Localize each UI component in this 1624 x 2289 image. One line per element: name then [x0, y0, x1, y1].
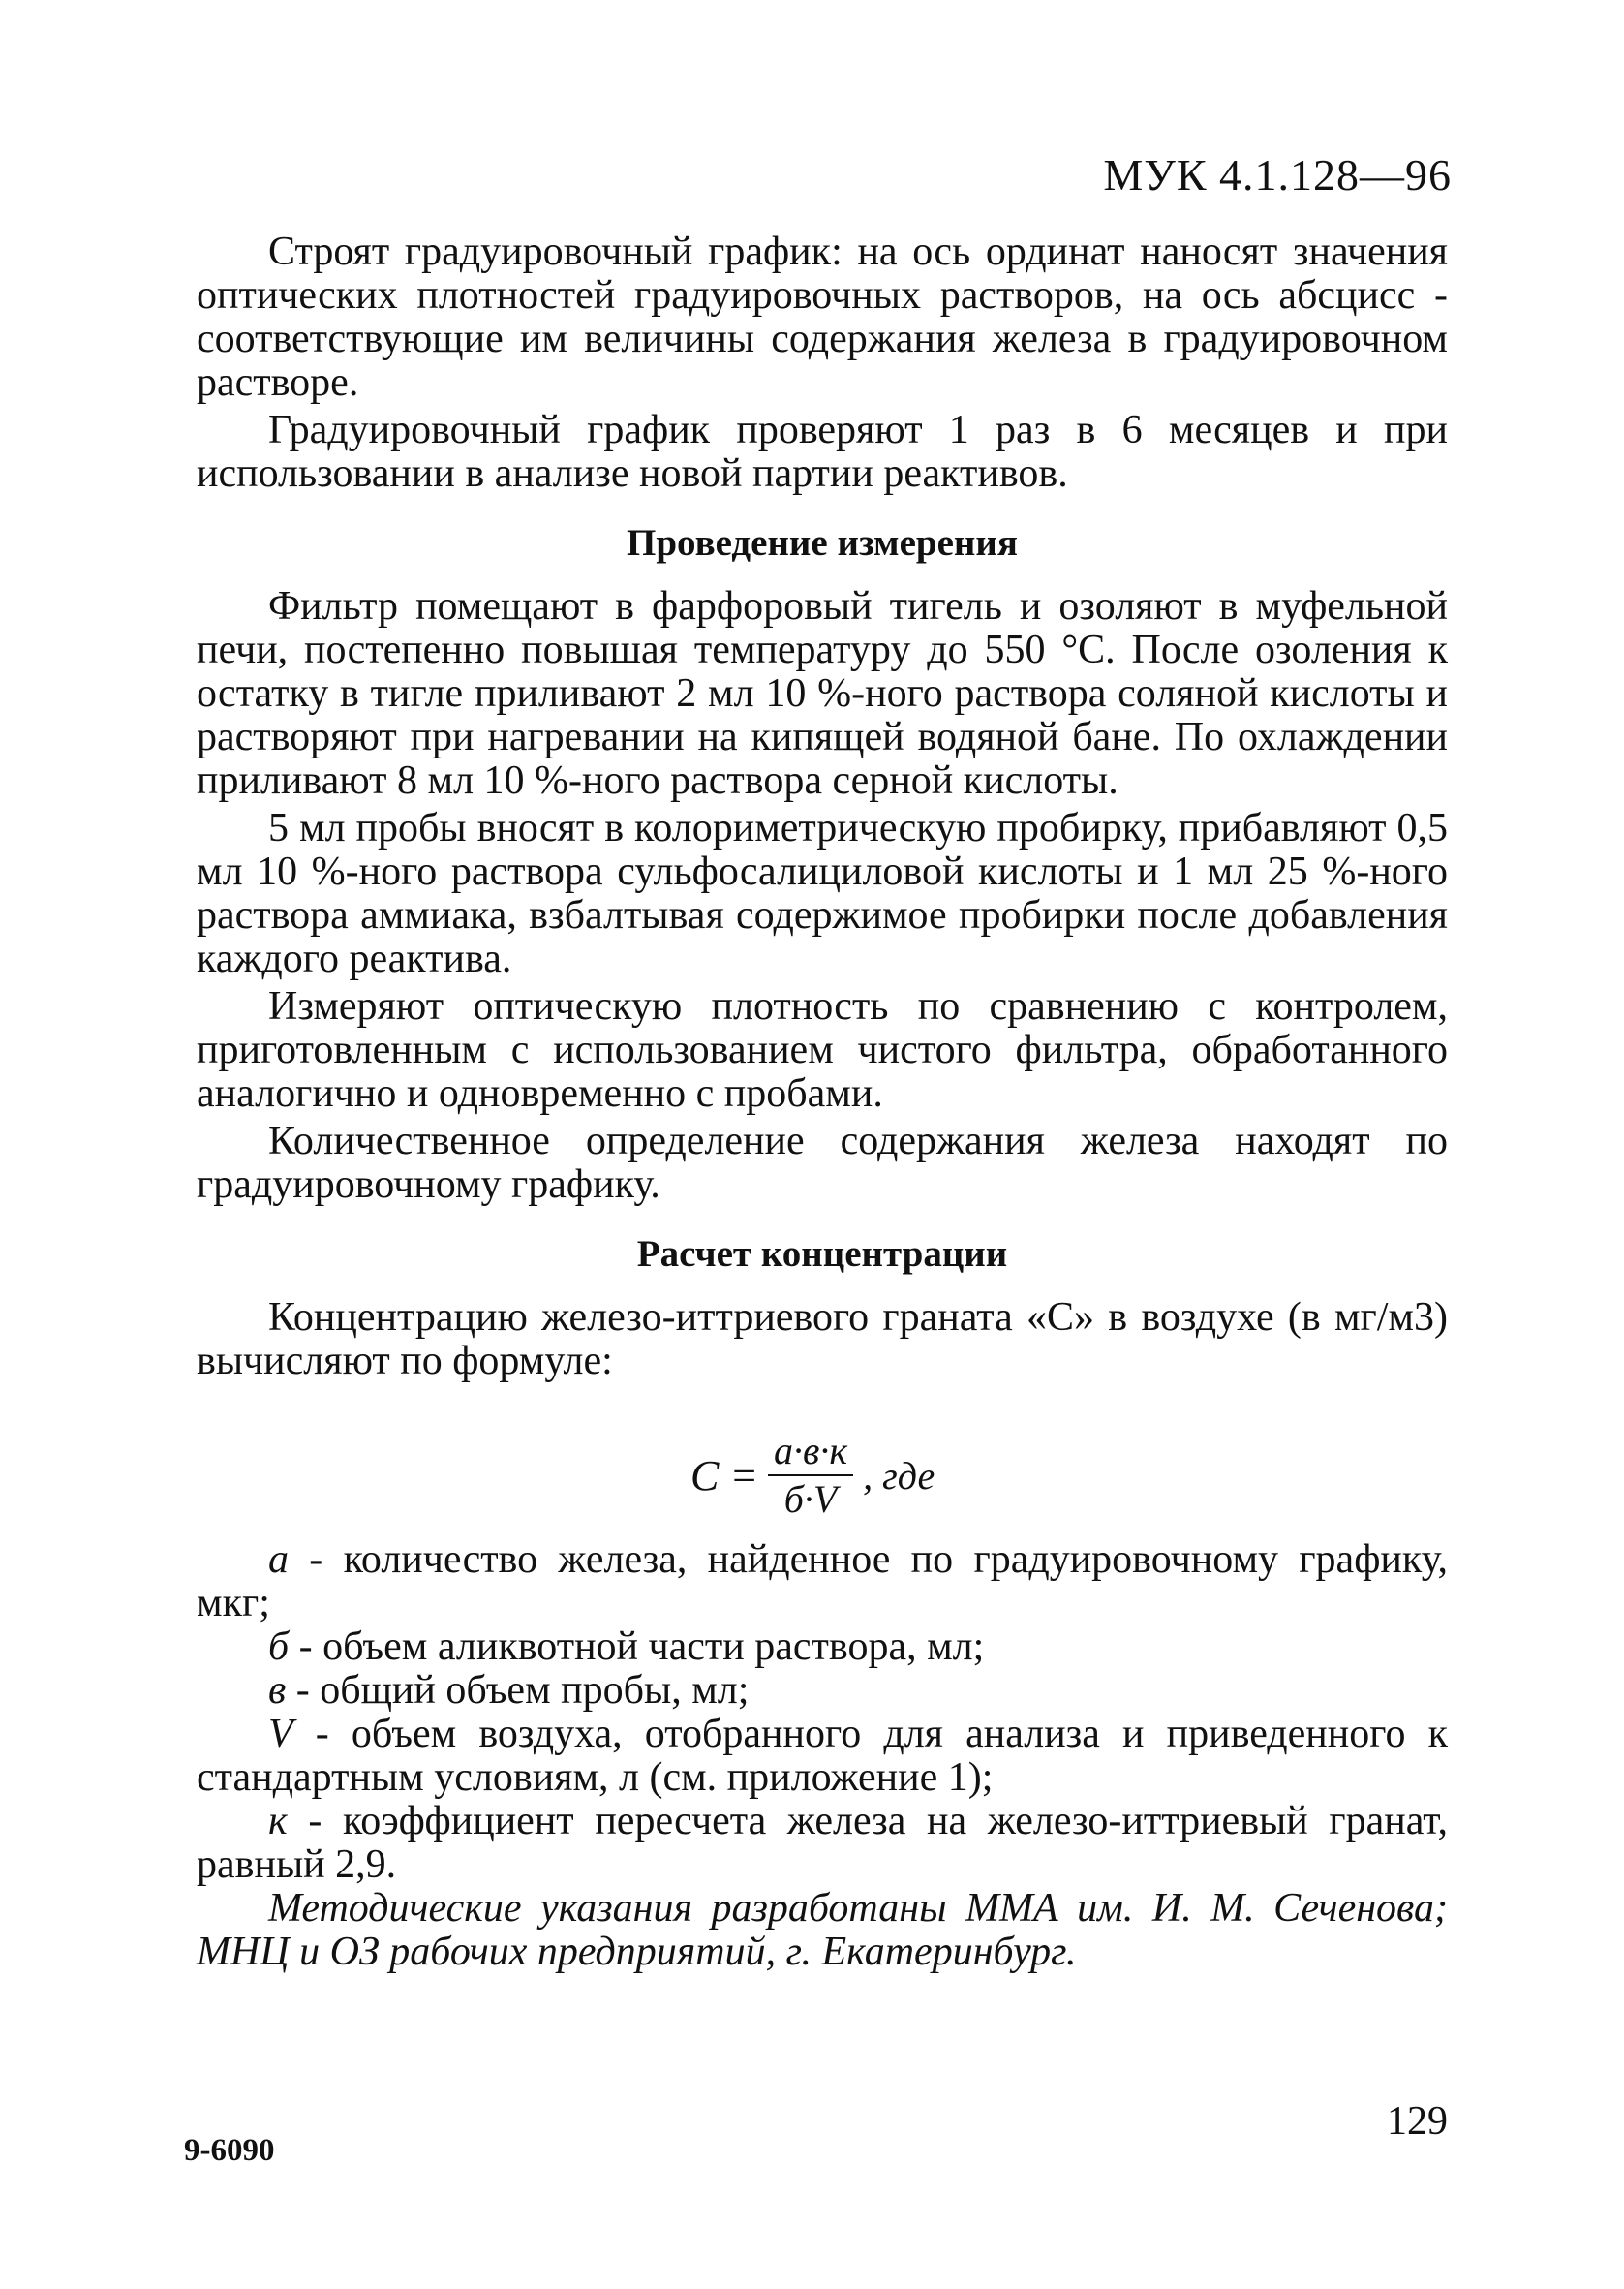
- paragraph: Количественное определение содержания железа находят по градуировочному графику.: [197, 1119, 1448, 1207]
- formula-tail: , где: [863, 1453, 935, 1498]
- paragraph: Градуировочный график проверяют 1 раз в 6 месяцев и при использовании в анализе новой партии реактивов.: [197, 408, 1448, 496]
- paragraph: 5 мл пробы вносят в колориметрическую пробирку, прибавляют 0,5 мл 10 %-ного раствора сульфосалициловой кислоты и 1 мл 25 %-ного раствора аммиака, взбалтывая содержимое пробирки после добавления каждого реактива.: [197, 806, 1448, 981]
- definition-item: [197, 1625, 1448, 1669]
- paragraph: Измеряют оптическую плотность по сравнению с контролем, приготовленным с использованием чистого фильтра, обработанного аналогично и одновременно с пробами.: [197, 984, 1448, 1116]
- document-code: МУК 4.1.128—96: [1103, 150, 1452, 200]
- definition-symbol: а: [268, 1537, 289, 1582]
- formula-fraction: [768, 1428, 853, 1523]
- paragraph: Фильтр помещают в фарфоровый тигель и озоляют в муфельной печи, постепенно повышая температуру до 550 °С. После озоления к остатку в тигле приливают 2 мл 10 %-ного раствора соляной кислоты и растворяют при нагревании на кипящей водяной бане. По охлаждении приливают 8 мл 10 %-ного раствора серной кислоты.: [197, 584, 1448, 803]
- definitions-list: [197, 1538, 1448, 1887]
- definition-item: [197, 1713, 1448, 1800]
- paragraph: Строят градуировочный график: на ось ординат наносят значения оптических плотностей градуировочных растворов, на ось абсцисс - соответствующие им величины содержания железа в градуировочном растворе.: [197, 230, 1448, 405]
- definition-text: - объем аликвотной части раствора, мл;: [289, 1624, 985, 1669]
- section-heading-measurement: Проведение измерения: [627, 522, 1018, 564]
- definition-symbol: в: [268, 1668, 287, 1713]
- definition-text: - количество железа, найденное по градуировочному графику, мкг;: [197, 1537, 1448, 1625]
- print-code: 9-6090: [184, 2133, 275, 2168]
- definition-item: [197, 1669, 1448, 1713]
- page-content: [197, 231, 1448, 1974]
- formula-numerator: а·в·к: [768, 1428, 853, 1476]
- definition-symbol: б: [268, 1624, 290, 1669]
- definition-symbol: V: [268, 1712, 293, 1756]
- definition-text: - общий объем пробы, мл;: [286, 1668, 750, 1713]
- definition-item: [197, 1800, 1448, 1887]
- formula-block: [197, 1393, 1448, 1538]
- definition-item: [197, 1538, 1448, 1625]
- definition-text: - коэффициент пересчета железа на железо-иттриевый гранат, равный 2,9.: [197, 1799, 1448, 1887]
- definition-symbol: к: [268, 1799, 288, 1843]
- credit-note: Методические указания разработаны ММА им. И. М. Сеченова; МНЦ и ОЗ рабочих предприятий, г. Екатеринбург.: [197, 1886, 1448, 1974]
- definition-text: - объем воздуха, отобранного для анализа и приведенного к стандартным условиям, л (см. приложение 1);: [197, 1712, 1448, 1800]
- paragraph: Концентрацию железо-иттриевого граната «С» в воздухе (в мг/м3) вычисляют по формуле:: [197, 1295, 1448, 1383]
- page-number: 129: [1387, 2099, 1448, 2144]
- formula-denominator: б·V: [783, 1477, 838, 1521]
- concentration-formula: [690, 1428, 935, 1523]
- formula-lhs: С =: [690, 1451, 759, 1500]
- section-heading-calculation: Расчет концентрации: [636, 1233, 1008, 1275]
